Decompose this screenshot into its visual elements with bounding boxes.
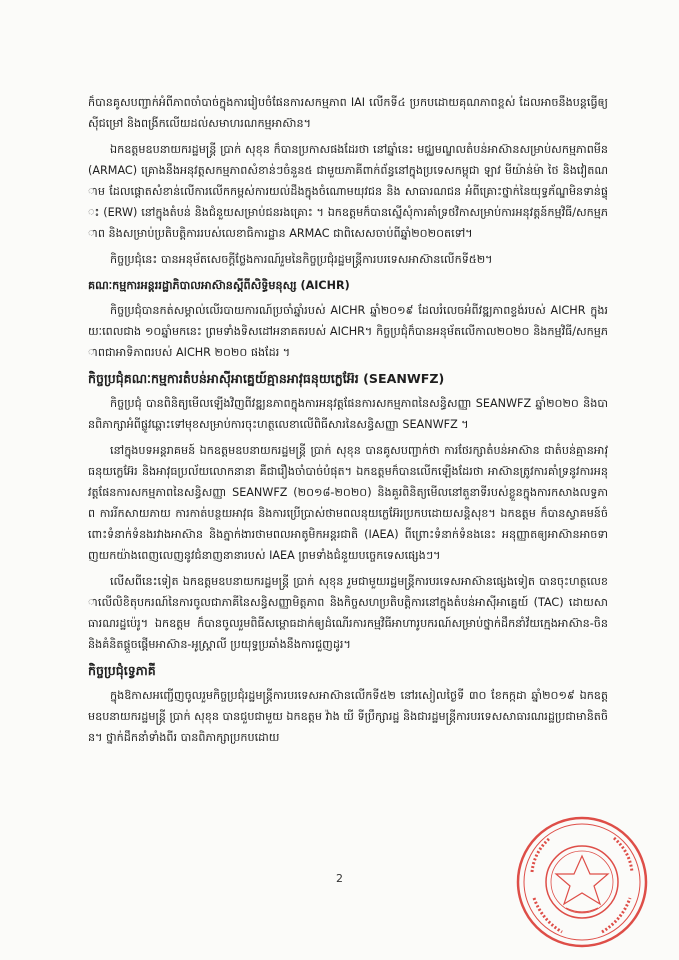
paragraph-seanwfz-review: កិច្ចប្រជុំ បានពិនិត្យមើលឡើងវិញពីវឌ្ឍនភាពក្នុងការអនុវត្តផែនការសកម្មភាពនៃសន្ធិសញ្ញា SEANWFZ ឆ្នាំ២០២០ និងបានពិភាក្សាអំពីផ្លូវឆ្ពោះទៅមុខសម្រាប់ការចុះហត្ថលេខាលើពិធីសារនៃសន្ធិសញ្ញា SEANWFZ ។	[88, 397, 608, 431]
heading-seanwfz: កិច្ចប្រជុំគណៈកម្មការតំបន់អាស៊ីអាគ្នេយ៍គ្មានអាវុធនុយក្លេអ៊ែរ (SEANWFZ)	[88, 371, 445, 386]
official-seal-stamp	[512, 812, 652, 952]
heading-aichr: គណៈកម្មការអន្តររដ្ឋាភិបាលអាស៊ានស្តីពីសិទ្ធិមនុស្ស (AICHR)	[88, 279, 350, 292]
paragraph-seanwfz-intervention: នៅក្នុងបទអន្តរាគមន៍ ឯកឧត្តមឧបនាយករដ្ឋមន្ត្រី ប្រាក់ សុខុន បានគូសបញ្ជាក់ថា ការថែរក្សាតំបន់អាស៊ាន ជាតំបន់គ្មានអាវុធនុយក្លេអ៊ែរ និងអាវុធប្រល័យលោកនានា គឺជារឿងចាំបាច់បំផុត។ ឯកឧត្តមក៏បានលើកឡើងដែរថា អាស៊ានត្រូវការគាំទ្រនូវការអនុវត្តផែនការសកម្មភាពនៃសន្ធិសញ្ញា SEANWFZ (២០១៨-២០២០) និងគួរពិនិត្យមើលនៅតួនាទីរបស់ខ្លួនក្នុងការកសាងលទ្ធភាព ការរីកសាយភាយ ការកាត់បន្ថយអាវុធ និងការប្រើប្រាស់ថាមពលនុយក្លេអ៊ែរប្រកបដោយសន្តិសុខ។ ឯកឧត្តម ក៏បានស្វាគមន៍ចំពោះទំនាក់ទំនងរវាងអាស៊ាន និងភ្នាក់ងារថាមពលអាតូមិកអន្តរជាតិ (IAEA) ពីព្រោះទំនាក់ទំនងនេះ អនុញ្ញាតឲ្យអាស៊ានអាចទាញយកយ៉ាងពេញលេញនូវជំនាញនានារបស់ IAEA ព្រមទាំងជំនួយបច្ចេកទេសផ្សេងៗ។	[88, 444, 608, 562]
paragraph-joint-communique: កិច្ចប្រជុំនេះ បានអនុម័តសេចក្តីថ្លែងការណ៍រួមនៃកិច្ចប្រជុំរដ្ឋមន្ត្រីការបរទេសអាស៊ានលើកទី៥២។	[110, 253, 493, 266]
paragraph-bilateral: ក្នុងឱកាសអញ្ជើញចូលរួមកិច្ចប្រជុំរដ្ឋមន្ត្រីការបរទេសអាស៊ានលើកទី៥២ នៅរសៀលថ្ងៃទី ៣០ ខែកក្កដា ឆ្នាំ២០១៩ ឯកឧត្តមឧបនាយករដ្ឋមន្ត្រី ប្រាក់ សុខុន បានជួបជាមួយ ឯកឧត្តម វ៉ាង យី ទីប្រឹក្សារដ្ឋ និងជារដ្ឋមន្ត្រីការបរទេសសាធារណរដ្ឋប្រជាមានិតចិន។ ថ្នាក់ដឹកនាំទាំងពីរ បានពិភាក្សាប្រកបដោយ	[88, 689, 608, 744]
page-number: 2	[336, 872, 343, 885]
heading-bilateral: កិច្ចប្រជុំទ្វេភាគី	[88, 663, 156, 678]
paragraph-armac: ឯកឧត្តមឧបនាយករដ្ឋមន្ត្រី ប្រាក់ សុខុន ក៏បានប្រកាសផងដែរថា នៅឆ្នាំនេះ មជ្ឈមណ្ឌលតំបន់អាស៊ានសម្រាប់សកម្មភាពមីន (ARMAC) គ្រោងនឹងអនុវត្តសកម្មភាពសំខាន់ៗចំនួន៥ ជាមួយភាគីពាក់ព័ន្ធនៅក្នុងប្រទេសកម្ពុជា ឡាវ មីយ៉ាន់ម៉ា ថៃ និងវៀតណាម ដែលផ្តោតសំខាន់លើការលើកកម្ពស់ការយល់ដឹងក្នុងចំណោមយុវជន និង សាធារណជន អំពីគ្រោះថ្នាក់នៃយុទ្ធភ័ណ្ឌមិនទាន់ផ្ទុះ (ERW) នៅក្នុងតំបន់ និងជំនួយសម្រាប់ជនរងគ្រោះ ។ ឯកឧត្តមក៏បានស្នើសុំការគាំទ្រថវិកាសម្រាប់ការអនុវត្តន៍កម្មវិធី/សកម្មភាព និងសម្រាប់ប្រតិបត្តិការរបស់លេខាធិការដ្ឋាន ARMAC ជាពិសេសចាប់ពីឆ្នាំ២០២០តទៅ។	[88, 143, 608, 240]
paragraph-iai: ក៏បានគូសបញ្ជាក់អំពីភាពចាំបាច់ក្នុងការរៀបចំផែនការសកម្មភាព IAI លើកទី៤ ប្រកបដោយគុណភាពខ្ពស់ ដែលអាចនឹងបន្តធ្វើឲ្យស៊ីជម្រៅ និងពង្រីកលើយដល់សមាហរណកម្មអាស៊ាន។	[88, 96, 608, 130]
paragraph-tac-signing: លើសពីនេះទៀត ឯកឧត្តមឧបនាយករដ្ឋមន្ត្រី ប្រាក់ សុខុន រួមជាមួយរដ្ឋមន្ត្រីការបរទេសអាស៊ានផ្សេងទៀត បានចុះហត្ថលេខាលើលិខិតុបករណ៍នៃការចូលជាភាគីនៃសន្ធិសញ្ញាមិត្តភាព និងកិច្ចសហប្រតិបត្តិការនៅក្នុងតំបន់អាស៊ីអាគ្នេយ៍ (TAC) ដោយសាធារណរដ្ឋប៉េរូ។ ឯកឧត្តម ក៏បានចូលរួមពិធីសម្ពោធដាក់ឲ្យដំណើរការកម្មវិធីអាហារូបករណ៍សម្រាប់ថ្នាក់ដឹកនាំវ័យក្មេងអាស៊ាន-ចិន និងគំនិតផ្តួចផ្តើមអាស៊ាន-អូស្ត្រាលី ប្រយុទ្ធប្រឆាំងនឹងការជួញដូរ។	[88, 575, 608, 651]
document-body	[88, 92, 608, 753]
paragraph-aichr: កិច្ចប្រជុំបានកត់សម្គាល់លើរបាយការណ៍ប្រចាំឆ្នាំរបស់ AICHR ឆ្នាំ២០១៩ ដែលរំលេចអំពីវឌ្ឍភាពខ្ទង់របស់ AICHR ក្នុងរយៈពេលជាង ១០ឆ្នាំមកនេះ ព្រមទាំងទិសដៅអនាគតរបស់ AICHR។ កិច្ចប្រជុំក៏បានអនុម័តលើកាល២០២០ និងកម្មវិធី/សកម្មភាពជាអាទិភាពរបស់ AICHR ២០២០ ផងដែរ ។	[88, 304, 608, 359]
